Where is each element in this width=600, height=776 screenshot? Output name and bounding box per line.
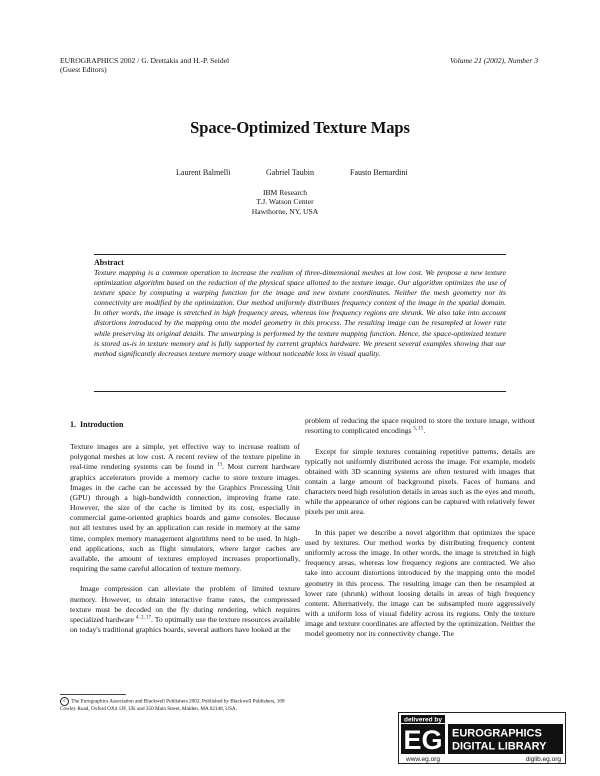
- eg-url-right: diglib.eg.org: [525, 756, 561, 763]
- citation-ref: 5, 15: [413, 426, 424, 432]
- eg-url-left: www.eg.org: [406, 756, 440, 763]
- section-heading: [70, 420, 300, 430]
- author-1: Laurent Balmelli: [176, 168, 231, 177]
- abstract-block: [94, 258, 506, 359]
- eg-name-line-2: Digital Library: [452, 740, 547, 753]
- paper-title: Space-Optimized Texture Maps: [190, 118, 410, 137]
- intro-paragraph-2: Image compression can alleviate the problem of limited texture memory. However, to obtain interactive frame rates, the compressed texture must be decoded on the fly during rendering, which requires specialized hardware $^{4, 2, 17}$. To optimally use the texture resources available on today's traditional graphics boards, several authors have looked at the: [70, 584, 301, 634]
- eg-logo-graphic: [398, 712, 566, 764]
- author-3: Fausto Bernardini: [350, 168, 408, 177]
- abstract-top-rule: [94, 254, 506, 255]
- affiliation-line-2: T.J. Watson Center: [256, 197, 314, 207]
- intro-paragraph-4: Except for simple textures containing repetitive patterns, details are typically not uniformly distributed across the image. For example, models obtained with 3D scanning systems are often textured with images that contain a large amount of background pixels. Faces of humans and characters need high resolution details in areas such as the eyes and mouth, while the appearance of other regions can be captured with relatively fewer pixels per unit area.: [305, 446, 535, 517]
- copyright-notice: [60, 697, 296, 713]
- author-2: Gabriel Taubin: [266, 168, 314, 177]
- left-column: [70, 420, 300, 645]
- citation-ref: 4, 2, 17: [135, 615, 151, 621]
- citation-ref: 13: [216, 462, 222, 468]
- intro-paragraph-3: problem of reducing the space required to store the texture image, without resorting to complicated encodings $^{5, 15}$.: [305, 416, 535, 436]
- intro-paragraph-1: Texture images are a simple, yet effective way to increase realism of polygonal meshes at low cost. A recent review of the texture pipeline in real-time rendering systems can be found in $^{13}$. Most current hardware graphics accelerators provide a memory cache to store texture images. Images in the cache can be accessed by the Graphics Processing Unit (GPU) through a high-bandwidth connection, improving frame rate. However, the size of the cache is limited by its cost, especially in commercial game-oriented graphics boards and game consoles. Because not all textures used by an application can reside in memory at the same time, complex memory management algorithms need to be used. In high-end applications, such as flight simulators, where larger caches are available, the amount of textures employed increases proportionally, requiring the same careful allocation of texture memory.: [70, 442, 300, 574]
- footnote-rule: [60, 694, 126, 695]
- abstract-heading: Abstract: [94, 258, 124, 267]
- running-header-left: [60, 56, 229, 74]
- copyright-icon: c: [60, 697, 69, 706]
- delivered-by-text: delivered by: [404, 716, 442, 724]
- abstract-bottom-rule: [94, 391, 506, 392]
- volume-number: Volume 21 (2002), Number 3: [450, 56, 538, 65]
- affiliation: [0, 188, 570, 216]
- editors-line: (Guest Editors): [60, 65, 107, 75]
- conference-line: EUROGRAPHICS 2002 / G. Drettakis and H.-P. Seidel: [60, 56, 230, 65]
- eurographics-digital-library-logo[interactable]: [398, 712, 566, 764]
- affiliation-line-1: IBM Research: [262, 188, 308, 197]
- section-title: Introduction: [80, 420, 124, 429]
- intro-paragraph-5: In this paper we describe a novel algorithm that optimizes the space used by textures. Our method works by distributing frequency content uniformly across the image. In other words, the image is stretched in high frequency areas, whereas low frequency regions are contracted. We also take into account distortions introduced by the mapping onto the model geometry in this process. The resulting image can then be resampled at lower rate (shrunk) without loosing details in areas of high frequency content. Alternatively, the image can be subsampled more aggressively with a uniform loss of visual fidelity across its regions. Only the texture image and texture coordinates are affected by the optimization. Neither the model geometry nor its connectivity change. The: [305, 527, 535, 639]
- copyright-text: The Eurographics Association and Blackwell Publishers 2002. Published by Blackwell Publishers, 108 Cowley Road, Oxford OX4 1JF, UK and 350 Main Street, Malden, MA 02148, USA.: [60, 698, 285, 712]
- abstract-text: Texture mapping is a common operation to increase the realism of three-dimensional meshes at low cost. We propose a new texture optimization algorithm based on the reduction of the physical space allotted to the texture image. Our algorithm optimizes the use of texture space by computing a warping function for the image and new texture coordinates. Neither the mesh geometry nor its connectivity are modified by the optimization. Our method uniformly distributes frequency content of the image in the spatial domain. In other words, the image is stretched in high frequency areas, whereas low frequency regions are shrunk. We also take into account distortions introduced by the mapping onto the model geometry in this process. The resulting image can be resampled at lower rate while preserving its original details. The unwarping is performed by the texture mapping function. Hence, the space-optimized texture is stored as-is in texture memory and is fully supported by current graphics hardware. We present several examples showing that our method significantly decreases texture memory usage without noticeable loss in visual quality.: [94, 268, 506, 358]
- affiliation-line-3: Hawthorne, NY, USA: [251, 206, 319, 216]
- eg-name-line-1: Eurographics: [452, 727, 542, 740]
- right-column: [305, 416, 535, 650]
- eg-mark: EG: [403, 725, 443, 755]
- section-number: 1.: [70, 420, 76, 429]
